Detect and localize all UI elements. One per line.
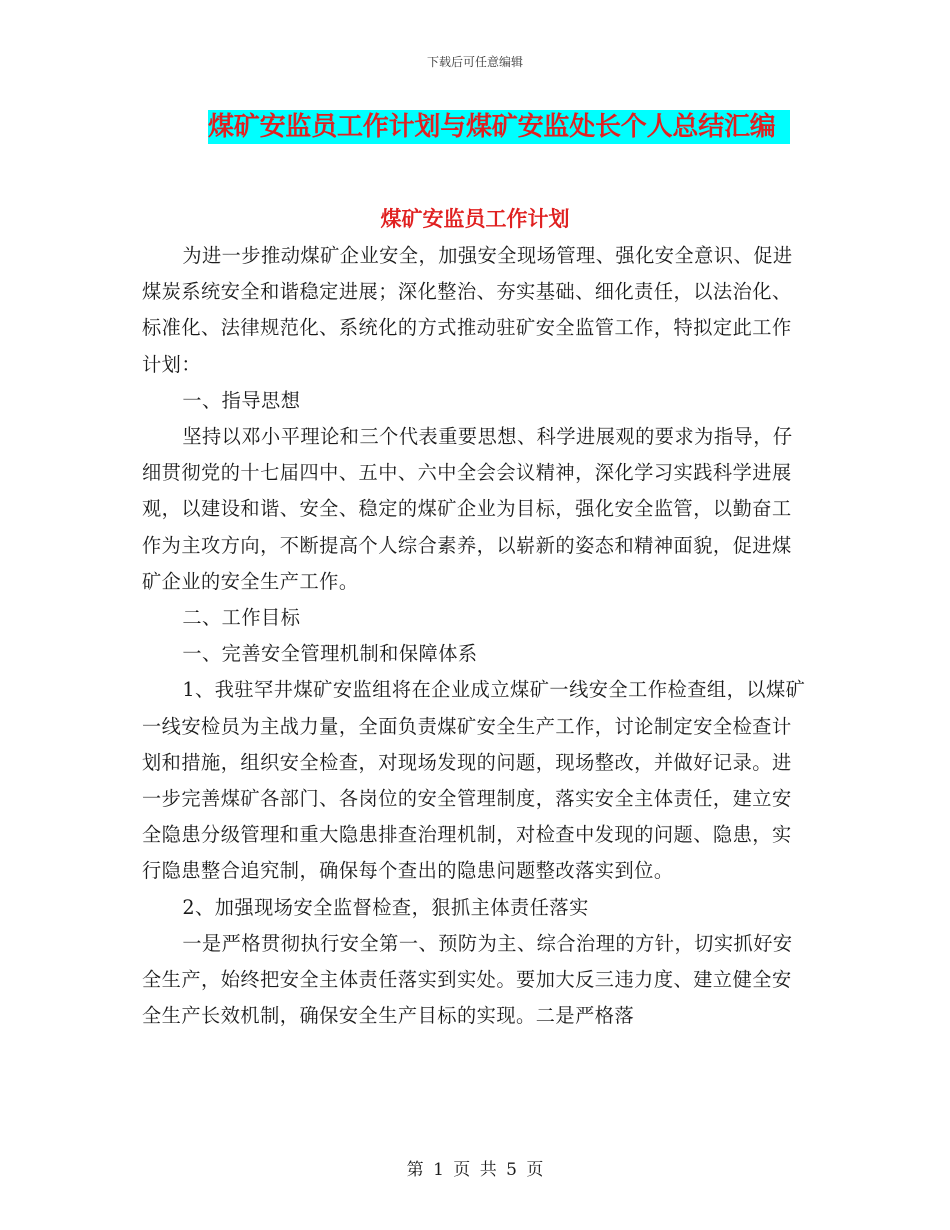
- page-header-note: 下载后可任意编辑: [426, 55, 523, 69]
- document-main-title: 煤矿安监员工作计划与煤矿安监处长个人总结汇编: [208, 112, 776, 142]
- paragraph: 坚持以邓小平理论和三个代表重要思想、科学进展观的要求为指导，仔细贯彻党的十七届四中、五中、六中全会会议精神，深化学习实践科学进展观，以建设和谐、安全、稳定的煤矿企业为目标，强化安全监管，以勤奋工作为主攻方向，不断提高个人综合素养，以崭新的姿态和精神面貌，促进煤矿企业的安全生产工作。: [142, 425, 793, 593]
- paragraph: 1、我驻罕井煤矿安监组将在企业成立煤矿一线安全工作检查组，以煤矿一线安检员为主战力量，全面负责煤矿安全生产工作，讨论制定安全检查计划和措施，组织安全检查，对现场发现的问题，现场整改，并做好记录。进一步完善煤矿各部门、各岗位的安全管理制度，落实安全主体责任，建立安全隐患分级管理和重大隐患排查治理机制，对检查中发现的问题、隐患，实行隐患整合追究制，确保每个查出的隐患问题整改落实到位。: [142, 678, 806, 883]
- document-body: [142, 238, 810, 1034]
- paragraph: 一是严格贯彻执行安全第一、预防为主、综合治理的方针，切实抓好安全生产，始终把安全主体责任落实到实处。要加大反三违力度、建立健全安全生产长效机制，确保安全生产目标的实现。二是严格落: [142, 931, 793, 1028]
- paragraph: 2、加强现场安全监督检查，狠抓主体责任落实: [182, 895, 589, 919]
- paragraph: 一、完善安全管理机制和保障体系: [182, 642, 478, 666]
- paragraph: 为进一步推动煤矿企业安全，加强安全现场管理、强化安全意识、促进煤炭系统安全和谐稳定进展；深化整治、夯实基础、细化责任，以法治化、标准化、法律规范化、系统化的方式推动驻矿安全监管工作，特拟定此工作计划：: [142, 244, 793, 376]
- paragraph: 二、工作目标: [182, 606, 301, 630]
- paragraph: 一、指导思想: [182, 388, 301, 412]
- main-title-highlight: [208, 110, 790, 144]
- page-number-footer: 第 1 页 共 5 页: [406, 1160, 544, 1180]
- section-title: 煤矿安监员工作计划: [380, 206, 570, 231]
